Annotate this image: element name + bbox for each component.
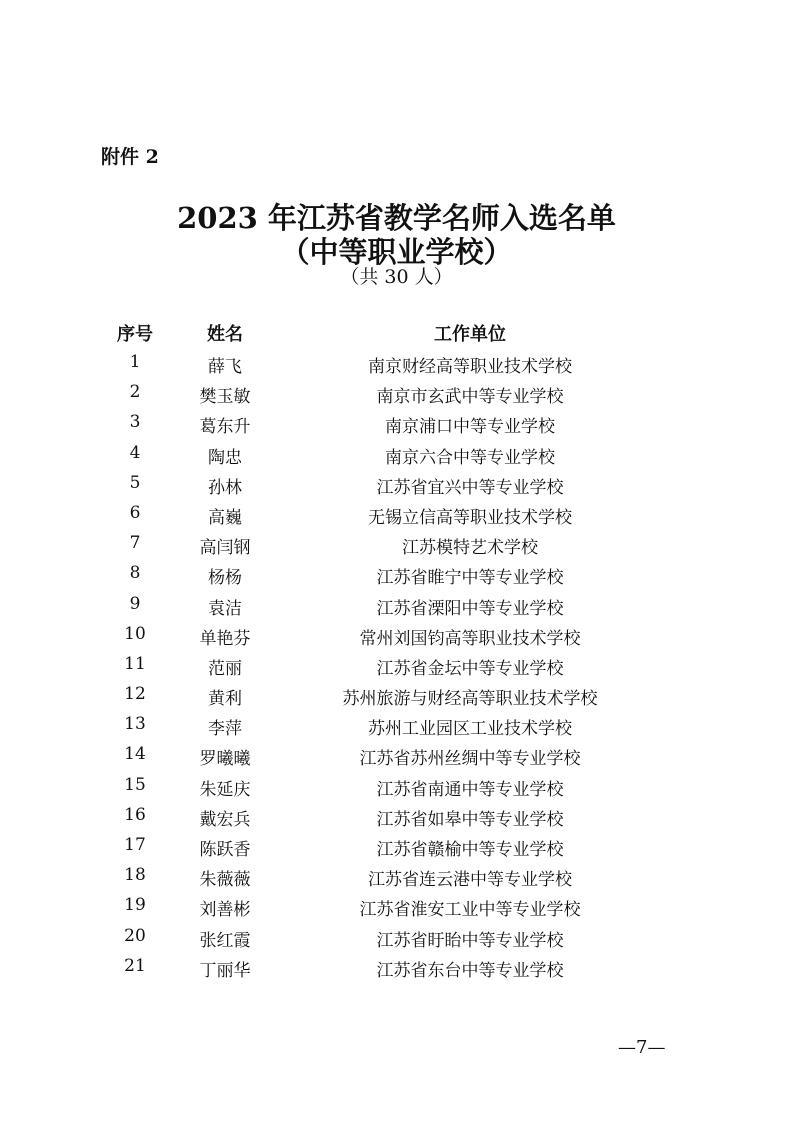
name-list-table: [0, 348, 793, 982]
table-row: [0, 861, 793, 891]
header-serial-number: 序号: [117, 324, 153, 345]
table-row: [0, 650, 793, 680]
row-name: 杨杨: [208, 568, 242, 589]
document-title: 2023 年江苏省教学名师入选名单: [177, 201, 616, 235]
table-row: [0, 620, 793, 650]
table-row: [0, 922, 793, 952]
table-row: [0, 408, 793, 438]
row-work-unit: 江苏省睢宁中等专业学校: [376, 568, 564, 589]
row-name: 张红霞: [199, 930, 251, 951]
row-name: 陶忠: [208, 447, 242, 468]
table-row: [0, 348, 793, 378]
row-work-unit: 江苏省东台中等专业学校: [376, 960, 564, 981]
row-name: 陈跃香: [199, 840, 251, 860]
row-serial-number: 8: [129, 563, 141, 584]
row-work-unit: 南京市玄武中等专业学校: [376, 387, 564, 408]
row-serial-number: 19: [124, 895, 146, 916]
row-serial-number: 14: [124, 744, 146, 765]
row-work-unit: 苏州旅游与财经高等职业技术学校: [342, 689, 598, 710]
row-name: 袁洁: [208, 598, 242, 619]
row-work-unit: 常州刘国钧高等职业技术学校: [359, 628, 581, 649]
row-serial-number: 9: [129, 593, 141, 614]
row-work-unit: 江苏省宜兴中等专业学校: [376, 477, 564, 498]
row-work-unit: 南京财经高等职业技术学校: [368, 357, 572, 377]
table-row: [0, 680, 793, 710]
row-name: 樊玉敏: [199, 387, 251, 408]
row-serial-number: 2: [129, 382, 141, 403]
row-serial-number: 11: [124, 653, 146, 674]
table-row: [0, 952, 793, 982]
row-work-unit: 江苏省如皋中等专业学校: [376, 809, 564, 830]
row-serial-number: 1: [129, 352, 141, 372]
row-serial-number: 12: [124, 684, 146, 705]
table-row: [0, 831, 793, 861]
row-work-unit: 江苏省溧阳中等专业学校: [376, 598, 564, 619]
table-row: [0, 559, 793, 589]
table-row: [0, 529, 793, 559]
row-serial-number: 13: [124, 714, 146, 735]
attachment-label: 附件 2: [101, 146, 159, 168]
row-name: 罗曦曦: [199, 749, 251, 770]
document-subtitle: （中等职业学校）: [280, 235, 513, 269]
row-work-unit: 江苏省赣榆中等专业学校: [376, 840, 564, 860]
row-work-unit: 南京六合中等专业学校: [385, 447, 555, 468]
total-count: （共 30 人）: [340, 266, 453, 288]
table-row: [0, 469, 793, 499]
table-row: [0, 590, 793, 620]
table-row: [0, 710, 793, 740]
row-name: 朱薇薇: [199, 870, 251, 891]
row-work-unit: 江苏模特艺术学校: [402, 538, 538, 559]
row-name: 戴宏兵: [199, 809, 251, 830]
row-work-unit: 无锡立信高等职业技术学校: [368, 507, 572, 528]
row-serial-number: 18: [124, 865, 146, 886]
row-work-unit: 江苏省金坛中等专业学校: [376, 658, 564, 679]
table-row: [0, 740, 793, 770]
row-name: 高巍: [208, 507, 242, 528]
table-row: [0, 439, 793, 469]
row-name: 刘善彬: [199, 900, 251, 921]
row-work-unit: 江苏省苏州丝绸中等专业学校: [359, 749, 581, 770]
row-name: 丁丽华: [199, 960, 251, 981]
row-serial-number: 6: [129, 502, 141, 523]
row-serial-number: 16: [124, 804, 146, 825]
row-serial-number: 20: [124, 925, 146, 946]
table-row: [0, 499, 793, 529]
row-serial-number: 17: [124, 835, 146, 855]
row-name: 李萍: [208, 719, 242, 740]
row-name: 黄利: [208, 689, 242, 710]
row-serial-number: 7: [129, 533, 141, 554]
row-serial-number: 21: [124, 955, 146, 976]
page-number: —7—: [618, 1037, 666, 1058]
row-work-unit: 苏州工业园区工业技术学校: [368, 719, 572, 740]
row-work-unit: 南京浦口中等专业学校: [385, 417, 555, 438]
row-work-unit: 江苏省连云港中等专业学校: [368, 870, 572, 891]
row-name: 单艳芬: [199, 628, 251, 649]
row-work-unit: 江苏省淮安工业中等专业学校: [359, 900, 581, 921]
header-work-unit: 工作单位: [434, 324, 506, 345]
row-name: 薛飞: [208, 357, 242, 377]
row-name: 范丽: [208, 658, 242, 679]
row-serial-number: 10: [124, 623, 146, 644]
row-serial-number: 4: [129, 442, 141, 463]
row-serial-number: 15: [124, 774, 146, 795]
table-row: [0, 801, 793, 831]
row-serial-number: 3: [129, 412, 141, 433]
table-row: [0, 378, 793, 408]
row-name: 葛东升: [199, 417, 251, 438]
row-name: 高闫钢: [199, 538, 251, 559]
row-name: 孙林: [208, 477, 242, 498]
table-row: [0, 891, 793, 921]
header-name: 姓名: [207, 324, 243, 345]
row-work-unit: 江苏省南通中等专业学校: [376, 779, 564, 800]
row-work-unit: 江苏省盱眙中等专业学校: [376, 930, 564, 951]
table-row: [0, 771, 793, 801]
row-name: 朱延庆: [199, 779, 251, 800]
row-serial-number: 5: [129, 472, 141, 493]
